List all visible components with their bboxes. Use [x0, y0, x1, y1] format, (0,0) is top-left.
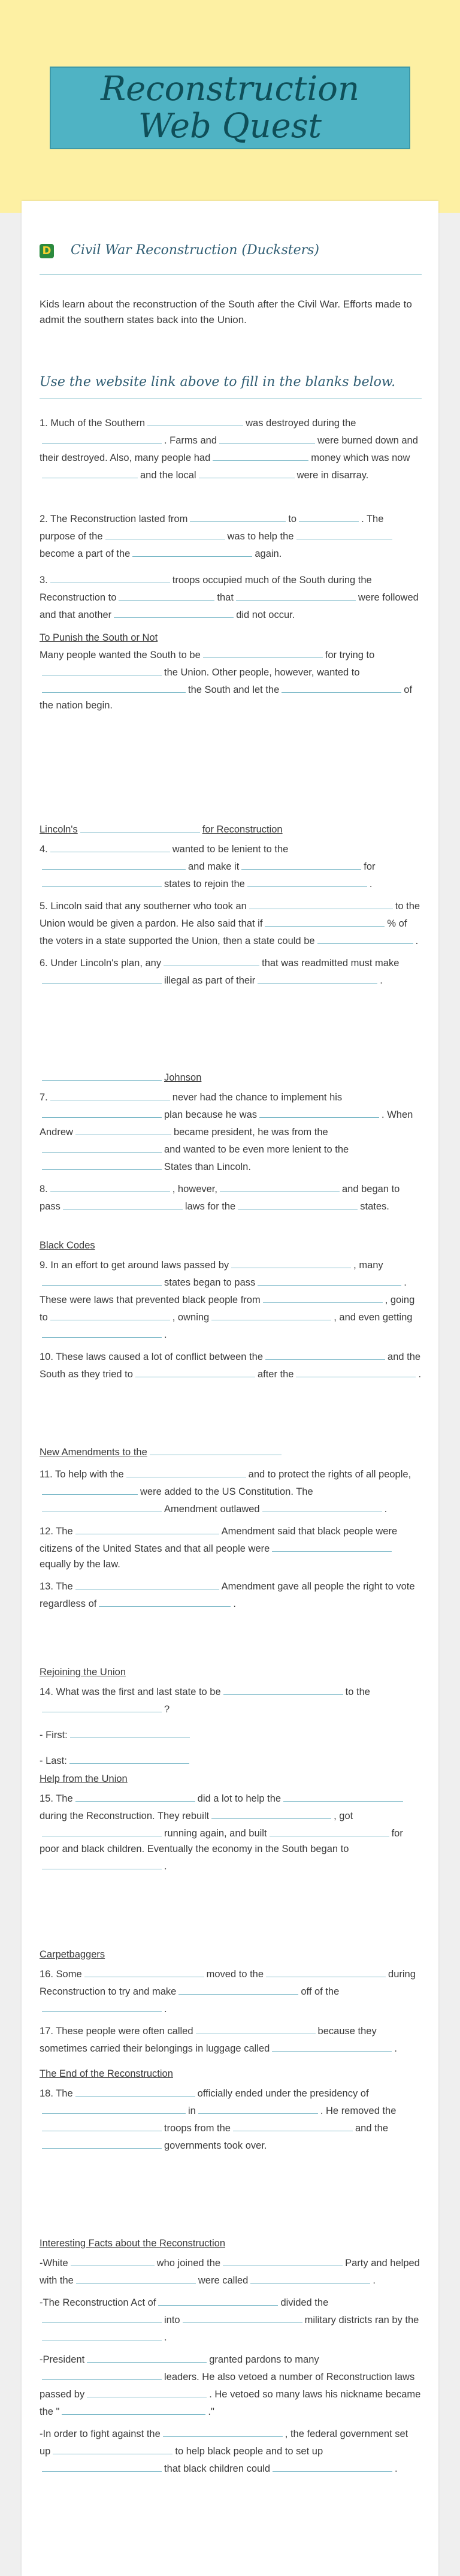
blank[interactable]	[42, 2367, 162, 2380]
blank[interactable]	[163, 2424, 283, 2437]
blank[interactable]	[223, 1682, 343, 1695]
blank[interactable]	[75, 1577, 219, 1589]
blank[interactable]	[53, 2442, 172, 2454]
blank[interactable]	[75, 1123, 171, 1135]
blank[interactable]	[265, 914, 385, 927]
end-section: The End of the Reconstruction 18. The officially ended under the presidency ofin . He removed thetroops from the and thegovernments took over.	[40, 2066, 422, 2153]
blank[interactable]	[42, 1700, 162, 1712]
title-banner	[50, 67, 410, 149]
blank[interactable]	[270, 1824, 389, 1836]
blank[interactable]	[75, 2084, 195, 2097]
ducksters-logo-icon: D	[40, 244, 54, 258]
blank[interactable]	[219, 431, 315, 444]
blank[interactable]	[190, 509, 286, 522]
resource-link[interactable]	[40, 240, 422, 275]
section-heading: Black Codes	[40, 1240, 95, 1251]
blank[interactable]	[211, 1806, 331, 1819]
blank[interactable]	[42, 874, 162, 887]
blank[interactable]	[249, 897, 393, 909]
blank[interactable]	[42, 1273, 162, 1286]
blank[interactable]	[296, 527, 392, 539]
blank[interactable]	[247, 874, 367, 887]
blank[interactable]	[263, 1290, 383, 1303]
blank[interactable]	[50, 571, 170, 583]
blank[interactable]	[99, 1594, 231, 1607]
blank[interactable]	[42, 431, 162, 444]
blank[interactable]	[258, 1273, 401, 1286]
blank[interactable]	[158, 2293, 278, 2306]
content-card	[22, 201, 438, 2576]
blank[interactable]	[42, 2310, 162, 2323]
blank[interactable]	[70, 1726, 190, 1738]
blank[interactable]	[283, 1789, 403, 1802]
blank[interactable]	[236, 588, 356, 601]
blank[interactable]	[178, 1982, 298, 1995]
blank[interactable]	[50, 1180, 170, 1192]
question-2: 2. The Reconstruction lasted from to . The purpose of the was to help thebecome a part of the again.	[40, 509, 422, 562]
johnson-section: Johnson 7. never had the chance to implement hisplan because he was . When Andrew became president, he was from theand wanted to be even more lenient to theStates than Lincoln. 8. , however, and began to pass laws for the states.	[40, 1068, 422, 1214]
blank[interactable]	[272, 2039, 392, 2052]
blank[interactable]	[42, 857, 186, 870]
blank[interactable]	[42, 1857, 162, 1869]
blank[interactable]	[147, 414, 243, 426]
blank[interactable]	[50, 1088, 170, 1100]
blank[interactable]	[42, 1157, 162, 1170]
blank[interactable]	[63, 1197, 183, 1209]
blank[interactable]	[42, 1140, 162, 1153]
blank[interactable]	[42, 1105, 162, 1118]
blank[interactable]	[62, 2402, 205, 2415]
blank[interactable]	[71, 2254, 155, 2266]
section-heading: Lincoln's for Reconstruction	[40, 820, 422, 837]
blank[interactable]	[213, 448, 308, 461]
blank[interactable]	[42, 1068, 162, 1081]
blank[interactable]	[105, 527, 225, 539]
blank[interactable]	[241, 857, 361, 870]
blank[interactable]	[75, 1789, 195, 1802]
intro-text: Kids learn about the reconstruction of the South after the Civil War. Efforts made to admit the southern states back into the Union.	[40, 298, 412, 325]
blank[interactable]	[299, 509, 359, 522]
black-codes-section: Black Codes 9. In an effort to get around laws passed by , manystates began to pass . These were laws that prevented black people from , going to , owning , and even getting. 10. These laws caused a lot of conflict between the and the South as they tried to after the .	[40, 1238, 422, 1382]
rejoining-section: Rejoining the Union 14. What was the first and last state to be to the? - First: - Last:	[40, 1664, 422, 1769]
section-heading: Interesting Facts about the Reconstruction	[40, 2238, 226, 2249]
blank[interactable]	[42, 2459, 162, 2472]
punish-section: To Punish the South or Not Many people wanted the South to be for trying tothe Union. Other people, however, wanted tothe South and let the of the nation begin.	[40, 630, 422, 713]
blank[interactable]	[203, 645, 323, 658]
blank[interactable]	[196, 2022, 316, 2034]
question-1: 1. Much of the Southern was destroyed during the. Farms and were burned down and their destroyed. Also, many people had money which was nowand the local were in disarray.	[40, 414, 422, 483]
section-heading: To Punish the South or Not	[40, 632, 158, 643]
blank[interactable]	[42, 466, 138, 478]
carpetbaggers-section: Carpetbaggers 16. Some moved to the during Reconstruction to try and make off of the. 17. These people were often called because they sometimes carried their belongings in luggage called .	[40, 1947, 422, 2056]
blank[interactable]	[231, 1256, 351, 1268]
blank[interactable]	[220, 1180, 340, 1192]
facts-section: Interesting Facts about the Reconstruction -White who joined the Party and helped with the were called . -The Reconstruction Act of divided theinto military districts ran by the. -President granted pardons to manyleaders. He also vetoed a number of Reconstruction laws passed by . He vetoed so many laws his nickname became the " ." -In order to fight against the , the federal government set up to help black people and to set upthat black children could .	[40, 2236, 422, 2477]
blank[interactable]	[135, 1365, 255, 1377]
blank[interactable]	[126, 1465, 246, 1477]
instructions-heading: Use the website link above to fill in the blanks below.	[40, 375, 422, 399]
blank[interactable]	[69, 1751, 189, 1764]
page-title: Reconstruction Web Quest	[100, 70, 360, 146]
section-heading: Carpetbaggers	[40, 1949, 105, 1960]
blank[interactable]	[250, 2271, 370, 2284]
blank[interactable]	[150, 1443, 282, 1455]
blank[interactable]	[42, 2101, 186, 2114]
blank[interactable]	[42, 2136, 162, 2149]
blank[interactable]	[183, 2310, 302, 2323]
blank[interactable]	[42, 663, 162, 675]
blank[interactable]	[87, 2350, 207, 2363]
blank[interactable]	[266, 1965, 386, 1977]
blank[interactable]	[42, 971, 162, 984]
blank[interactable]	[80, 820, 200, 832]
blank[interactable]	[282, 680, 401, 693]
question-3: 3. troops occupied much of the South during the Reconstruction to that were followed and that another did not occur.	[40, 571, 422, 623]
blank[interactable]	[259, 1105, 379, 1118]
blank[interactable]	[272, 1539, 392, 1552]
blank[interactable]	[211, 1308, 331, 1320]
blank[interactable]	[114, 605, 234, 618]
blank[interactable]	[258, 971, 377, 984]
blank[interactable]	[42, 1325, 162, 1338]
blank[interactable]	[273, 2459, 392, 2472]
blank[interactable]	[132, 544, 252, 557]
blank[interactable]	[198, 2101, 318, 2114]
blank[interactable]	[42, 680, 186, 693]
blank[interactable]	[199, 466, 295, 478]
blank[interactable]	[50, 840, 170, 852]
blank[interactable]	[262, 1500, 382, 1512]
resource-link-text[interactable]: Civil War Reconstruction (Ducksters)	[71, 243, 320, 258]
blank[interactable]	[238, 1197, 358, 1209]
blank[interactable]	[317, 931, 413, 944]
lincoln-section: Lincoln's for Reconstruction 4. wanted to be lenient to theand make it forstates to rejoin the . 5. Lincoln said that any southerner who took an to the Union would be given a pardon. He also said that if % of the voters in a state supported the Union, then a state could be . 6. Under Lincoln's plan, any that was readmitted must makeillegal as part of their .	[40, 820, 422, 988]
blank[interactable]	[233, 2119, 353, 2131]
blank[interactable]	[42, 1482, 138, 1495]
help-section: Help from the Union 15. The did a lot to help theduring the Reconstruction. They rebuilt , gotrunning again, and built for poor and black children. Eventually the economy in the South began to.	[40, 1771, 422, 1874]
blank[interactable]	[75, 1522, 219, 1534]
blank[interactable]	[223, 2254, 343, 2266]
blank[interactable]	[119, 588, 214, 601]
section-heading: Rejoining the Union	[40, 1667, 126, 1678]
blank[interactable]	[84, 1965, 204, 1977]
blank[interactable]	[42, 2119, 162, 2131]
blank[interactable]	[50, 1308, 170, 1320]
blank[interactable]	[42, 1824, 162, 1836]
blank[interactable]	[296, 1365, 416, 1377]
section-heading: Johnson	[40, 1068, 422, 1085]
blank[interactable]	[265, 1347, 385, 1360]
blank[interactable]	[42, 1999, 162, 2012]
section-heading: New Amendments to the	[40, 1443, 422, 1460]
blank[interactable]	[42, 1500, 162, 1512]
amendments-section: New Amendments to the 11. To help with the and to protect the rights of all people,were added to the US Constitution. TheAmendment outlawed . 12. The Amendment said that black people were citizens of the United States and that all people wereequally by the law. 13. The Amendment gave all people the right to vote regardless of .	[40, 1443, 422, 1612]
section-heading: The End of the Reconstruction	[40, 2068, 173, 2079]
blank[interactable]	[87, 2385, 207, 2397]
blank[interactable]	[164, 954, 259, 966]
blank[interactable]	[76, 2271, 196, 2284]
blank[interactable]	[42, 2328, 162, 2340]
section-heading: Help from the Union	[40, 1773, 128, 1784]
